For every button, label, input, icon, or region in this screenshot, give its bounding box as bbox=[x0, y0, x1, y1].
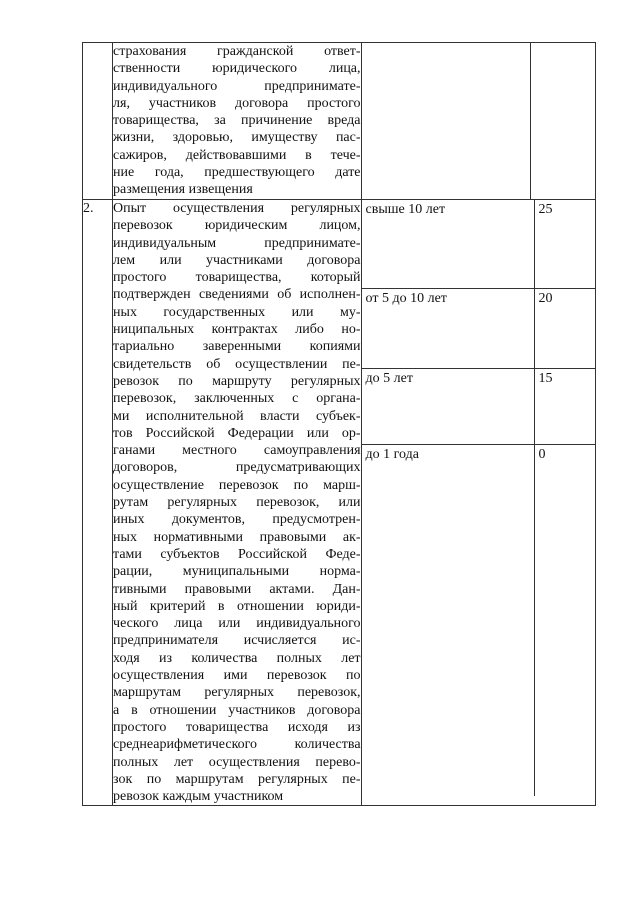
text-line: а в отношении участников договора bbox=[113, 702, 361, 718]
text-line: подтвержден сведениями об исполнен- bbox=[113, 287, 361, 303]
continuation-row bbox=[83, 43, 596, 200]
text-line: ческого лица или индивидуального bbox=[113, 616, 361, 632]
text-line: ных государственных или му- bbox=[113, 304, 361, 320]
text-line: договоров, предусматривающих bbox=[113, 460, 361, 476]
option-score: 25 bbox=[534, 200, 595, 288]
text-line: ми исполнительной власти субъек- bbox=[113, 408, 361, 424]
options-cell bbox=[361, 200, 595, 806]
text-line: простого товарищества исходя из bbox=[113, 719, 361, 735]
text-line: ных нормативными правовыми ак- bbox=[113, 529, 361, 545]
text-line: Опыт осуществления регулярных bbox=[113, 201, 361, 216]
text-line: ходя из количества полных лет bbox=[113, 650, 361, 666]
row-number: 2. bbox=[83, 201, 94, 216]
row-number-cell bbox=[83, 200, 113, 806]
row-number-cell bbox=[83, 43, 113, 200]
text-line: рутам регулярных перевозок, или bbox=[113, 495, 361, 511]
text-line: лем или участниками договора bbox=[113, 252, 361, 268]
text-line: жизни, здоровью, имуществу пас- bbox=[113, 130, 361, 146]
option-score: 15 bbox=[534, 368, 595, 444]
text-line: индивидуального предпринимате- bbox=[113, 78, 361, 94]
criteria-table bbox=[82, 42, 596, 806]
text-line: индивидуальным предпринимате- bbox=[113, 235, 361, 251]
option-row bbox=[362, 288, 595, 368]
criterion-text-cell bbox=[113, 43, 361, 200]
text-line: ние года, предшествующего дате bbox=[113, 165, 361, 181]
text-line: полных лет осуществления перево- bbox=[113, 754, 361, 770]
text-line: ревозок по маршруту регулярных bbox=[113, 373, 361, 389]
text-line: ганами местного самоуправления bbox=[113, 443, 361, 459]
text-line: иных документов, предусмотрен- bbox=[113, 512, 361, 528]
text-line: страхования гражданской ответ- bbox=[113, 44, 361, 59]
option-row bbox=[362, 200, 595, 288]
text-line: сажиров, действовавшими в тече- bbox=[113, 147, 361, 163]
text-line: размещения извещения bbox=[113, 182, 253, 198]
text-line: осуществление перевозок по марш- bbox=[113, 477, 361, 493]
text-line: ственности юридического лица, bbox=[113, 61, 361, 77]
text-line: простого товарищества, который bbox=[113, 270, 361, 286]
text-line: тариально заверенными копиями bbox=[113, 339, 361, 355]
option-range: от 5 до 10 лет bbox=[362, 288, 535, 368]
criterion-text bbox=[113, 200, 360, 805]
text-line: перевозок юридическим лицом, bbox=[113, 218, 361, 234]
text-line: осуществления ими перевозок по bbox=[113, 668, 361, 684]
option-row bbox=[362, 444, 595, 796]
text-line: ный критерий в отношении юриди- bbox=[113, 598, 361, 614]
text-line: среднеарифметического количества bbox=[113, 737, 361, 753]
text-line: ревозок каждым участником bbox=[113, 789, 284, 805]
options-table bbox=[362, 200, 595, 796]
text-line: маршрутам регулярных перевозок, bbox=[113, 685, 361, 701]
option-range: свыше 10 лет bbox=[362, 200, 535, 288]
option-score: 0 bbox=[538, 446, 546, 462]
text-line: рации, муниципальными норма- bbox=[113, 564, 361, 580]
text-line: товарищества, за причинение вреда bbox=[113, 113, 361, 129]
text-line: тами субъектов Российской Феде- bbox=[113, 546, 361, 562]
text-line: ля, участников договора простого bbox=[113, 95, 361, 111]
text-line: свидетельств об осуществлении пе- bbox=[113, 356, 361, 372]
text-line: ниципальных контрактах либо но- bbox=[113, 322, 361, 338]
criterion-text bbox=[113, 43, 360, 199]
text-line: предпринимателя исчисляется ис- bbox=[113, 633, 361, 649]
criterion-text-cell bbox=[113, 200, 361, 806]
option-row bbox=[362, 368, 595, 444]
score-cell-empty bbox=[530, 43, 595, 200]
option-range: до 5 лет bbox=[362, 368, 535, 444]
text-line: тивными правовыми актами. Дан- bbox=[113, 581, 361, 597]
criterion-row bbox=[83, 200, 596, 806]
range-cell-empty bbox=[361, 43, 530, 200]
text-line: перевозок, заключенных с органа- bbox=[113, 391, 361, 407]
text-line: зок по маршрутам регулярных пе- bbox=[113, 771, 361, 787]
option-range: до 1 года bbox=[362, 444, 535, 796]
option-score: 20 bbox=[534, 288, 595, 368]
text-line: тов Российской Федерации или ор- bbox=[113, 425, 361, 441]
